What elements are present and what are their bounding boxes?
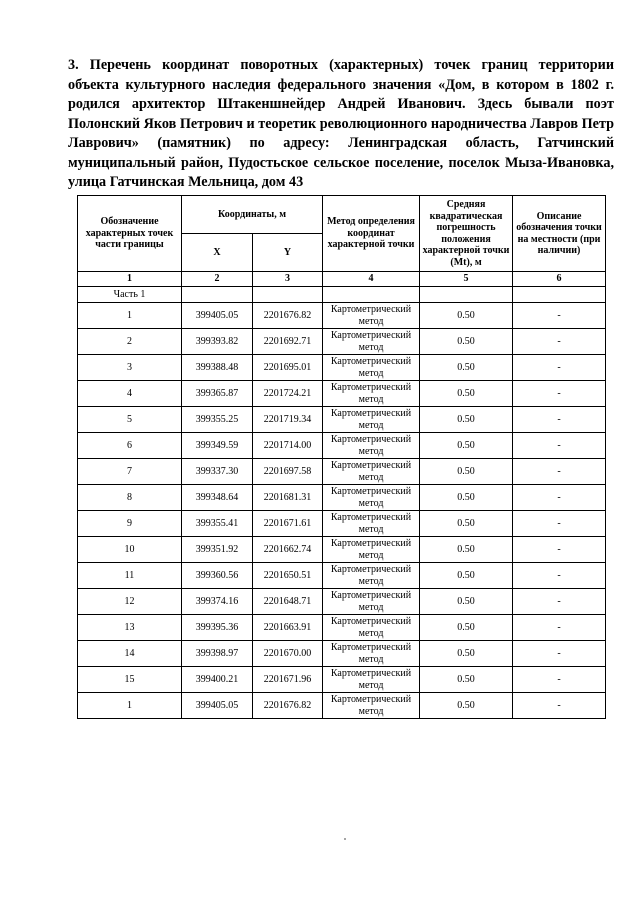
table-row xyxy=(78,381,606,407)
y-cell: 2201676.82 xyxy=(253,693,323,719)
error-cell: 0.50 xyxy=(420,641,513,667)
x-cell: 399349.59 xyxy=(182,433,253,459)
description-cell: - xyxy=(513,433,606,459)
header-point: Обозначение характерных точек части границы xyxy=(78,196,182,272)
point-cell: 8 xyxy=(78,485,182,511)
point-cell: 6 xyxy=(78,433,182,459)
part-row xyxy=(78,287,606,303)
empty-cell xyxy=(253,287,323,303)
y-cell: 2201663.91 xyxy=(253,615,323,641)
method-cell: Картометрический метод xyxy=(323,537,420,563)
x-cell: 399405.05 xyxy=(182,303,253,329)
y-cell: 2201676.82 xyxy=(253,303,323,329)
y-cell: 2201671.96 xyxy=(253,667,323,693)
error-cell: 0.50 xyxy=(420,537,513,563)
x-cell: 399355.25 xyxy=(182,407,253,433)
table-row xyxy=(78,537,606,563)
point-cell: 13 xyxy=(78,615,182,641)
column-number: 3 xyxy=(253,272,323,287)
empty-cell xyxy=(420,287,513,303)
point-cell: 7 xyxy=(78,459,182,485)
method-cell: Картометрический метод xyxy=(323,615,420,641)
method-cell: Картометрический метод xyxy=(323,459,420,485)
point-cell: 2 xyxy=(78,329,182,355)
y-cell: 2201714.00 xyxy=(253,433,323,459)
x-cell: 399393.82 xyxy=(182,329,253,355)
description-cell: - xyxy=(513,303,606,329)
description-cell: - xyxy=(513,589,606,615)
column-number: 6 xyxy=(513,272,606,287)
point-cell: 12 xyxy=(78,589,182,615)
error-cell: 0.50 xyxy=(420,407,513,433)
header-coordinates: Координаты, м xyxy=(182,196,323,234)
table-row xyxy=(78,563,606,589)
method-cell: Картометрический метод xyxy=(323,589,420,615)
method-cell: Картометрический метод xyxy=(323,485,420,511)
x-cell: 399405.05 xyxy=(182,693,253,719)
header-method: Метод определения координат характерной точки xyxy=(323,196,420,272)
error-cell: 0.50 xyxy=(420,433,513,459)
x-cell: 399365.87 xyxy=(182,381,253,407)
column-numbers-row xyxy=(78,272,606,287)
table-row xyxy=(78,589,606,615)
description-cell: - xyxy=(513,563,606,589)
description-cell: - xyxy=(513,459,606,485)
table-row xyxy=(78,615,606,641)
error-cell: 0.50 xyxy=(420,329,513,355)
x-cell: 399337.30 xyxy=(182,459,253,485)
x-cell: 399400.21 xyxy=(182,667,253,693)
point-cell: 14 xyxy=(78,641,182,667)
table-row xyxy=(78,407,606,433)
coordinates-table xyxy=(77,195,606,719)
y-cell: 2201719.34 xyxy=(253,407,323,433)
table-row xyxy=(78,329,606,355)
method-cell: Картометрический метод xyxy=(323,511,420,537)
y-cell: 2201697.58 xyxy=(253,459,323,485)
table-row xyxy=(78,355,606,381)
y-cell: 2201650.51 xyxy=(253,563,323,589)
table-row xyxy=(78,433,606,459)
description-cell: - xyxy=(513,485,606,511)
error-cell: 0.50 xyxy=(420,511,513,537)
header-x: X xyxy=(182,234,253,272)
table-row xyxy=(78,485,606,511)
table-row xyxy=(78,641,606,667)
description-cell: - xyxy=(513,329,606,355)
x-cell: 399355.41 xyxy=(182,511,253,537)
section-heading: 3. Перечень координат поворотных (характерных) точек границ территории объекта культурного наследия федерального значения «Дом, в котором в 1802 г. родился архитектор Штакеншнейдер Андрей Иванович. Здесь бывали поэт Полонский Яков Петрович и теоретик революционного народничества Лавров Петр Лаврович» (памятник) по адресу: Ленинградская область, Гатчинский муниципальный район, Пудостьское сельское поселение, поселок Мыза-Ивановка, улица Гатчинская Мельница, дом 43 xyxy=(68,57,614,190)
error-cell: 0.50 xyxy=(420,693,513,719)
y-cell: 2201681.31 xyxy=(253,485,323,511)
column-number: 2 xyxy=(182,272,253,287)
description-cell: - xyxy=(513,381,606,407)
description-cell: - xyxy=(513,407,606,433)
error-cell: 0.50 xyxy=(420,589,513,615)
description-cell: - xyxy=(513,511,606,537)
error-cell: 0.50 xyxy=(420,303,513,329)
description-cell: - xyxy=(513,641,606,667)
error-cell: 0.50 xyxy=(420,615,513,641)
x-cell: 399398.97 xyxy=(182,641,253,667)
y-cell: 2201692.71 xyxy=(253,329,323,355)
column-number: 4 xyxy=(323,272,420,287)
x-cell: 399388.48 xyxy=(182,355,253,381)
empty-cell xyxy=(513,287,606,303)
empty-cell xyxy=(323,287,420,303)
point-cell: 1 xyxy=(78,303,182,329)
y-cell: 2201695.01 xyxy=(253,355,323,381)
header-y: Y xyxy=(253,234,323,272)
method-cell: Картометрический метод xyxy=(323,563,420,589)
method-cell: Картометрический метод xyxy=(323,693,420,719)
table-row xyxy=(78,693,606,719)
description-cell: - xyxy=(513,693,606,719)
scan-speck xyxy=(344,838,346,840)
error-cell: 0.50 xyxy=(420,667,513,693)
column-number: 5 xyxy=(420,272,513,287)
error-cell: 0.50 xyxy=(420,563,513,589)
x-cell: 399348.64 xyxy=(182,485,253,511)
error-cell: 0.50 xyxy=(420,355,513,381)
point-cell: 3 xyxy=(78,355,182,381)
x-cell: 399374.16 xyxy=(182,589,253,615)
point-cell: 5 xyxy=(78,407,182,433)
point-cell: 11 xyxy=(78,563,182,589)
description-cell: - xyxy=(513,355,606,381)
y-cell: 2201671.61 xyxy=(253,511,323,537)
point-cell: 9 xyxy=(78,511,182,537)
method-cell: Картометрический метод xyxy=(323,641,420,667)
point-cell: 10 xyxy=(78,537,182,563)
point-cell: 1 xyxy=(78,693,182,719)
method-cell: Картометрический метод xyxy=(323,303,420,329)
description-cell: - xyxy=(513,537,606,563)
point-cell: 15 xyxy=(78,667,182,693)
error-cell: 0.50 xyxy=(420,459,513,485)
x-cell: 399395.36 xyxy=(182,615,253,641)
method-cell: Картометрический метод xyxy=(323,355,420,381)
y-cell: 2201662.74 xyxy=(253,537,323,563)
description-cell: - xyxy=(513,615,606,641)
x-cell: 399360.56 xyxy=(182,563,253,589)
table-row xyxy=(78,459,606,485)
x-cell: 399351.92 xyxy=(182,537,253,563)
y-cell: 2201724.21 xyxy=(253,381,323,407)
y-cell: 2201670.00 xyxy=(253,641,323,667)
header-error: Средняя квадратическая погрешность положения характерной точки (Mt), м xyxy=(420,196,513,272)
method-cell: Картометрический метод xyxy=(323,381,420,407)
empty-cell xyxy=(182,287,253,303)
method-cell: Картометрический метод xyxy=(323,667,420,693)
method-cell: Картометрический метод xyxy=(323,329,420,355)
header-description: Описание обозначения точки на местности (при наличии) xyxy=(513,196,606,272)
description-cell: - xyxy=(513,667,606,693)
y-cell: 2201648.71 xyxy=(253,589,323,615)
part-label: Часть 1 xyxy=(78,287,182,303)
table-row xyxy=(78,667,606,693)
point-cell: 4 xyxy=(78,381,182,407)
method-cell: Картометрический метод xyxy=(323,433,420,459)
column-number: 1 xyxy=(78,272,182,287)
error-cell: 0.50 xyxy=(420,485,513,511)
table-row xyxy=(78,303,606,329)
table-row xyxy=(78,511,606,537)
error-cell: 0.50 xyxy=(420,381,513,407)
method-cell: Картометрический метод xyxy=(323,407,420,433)
